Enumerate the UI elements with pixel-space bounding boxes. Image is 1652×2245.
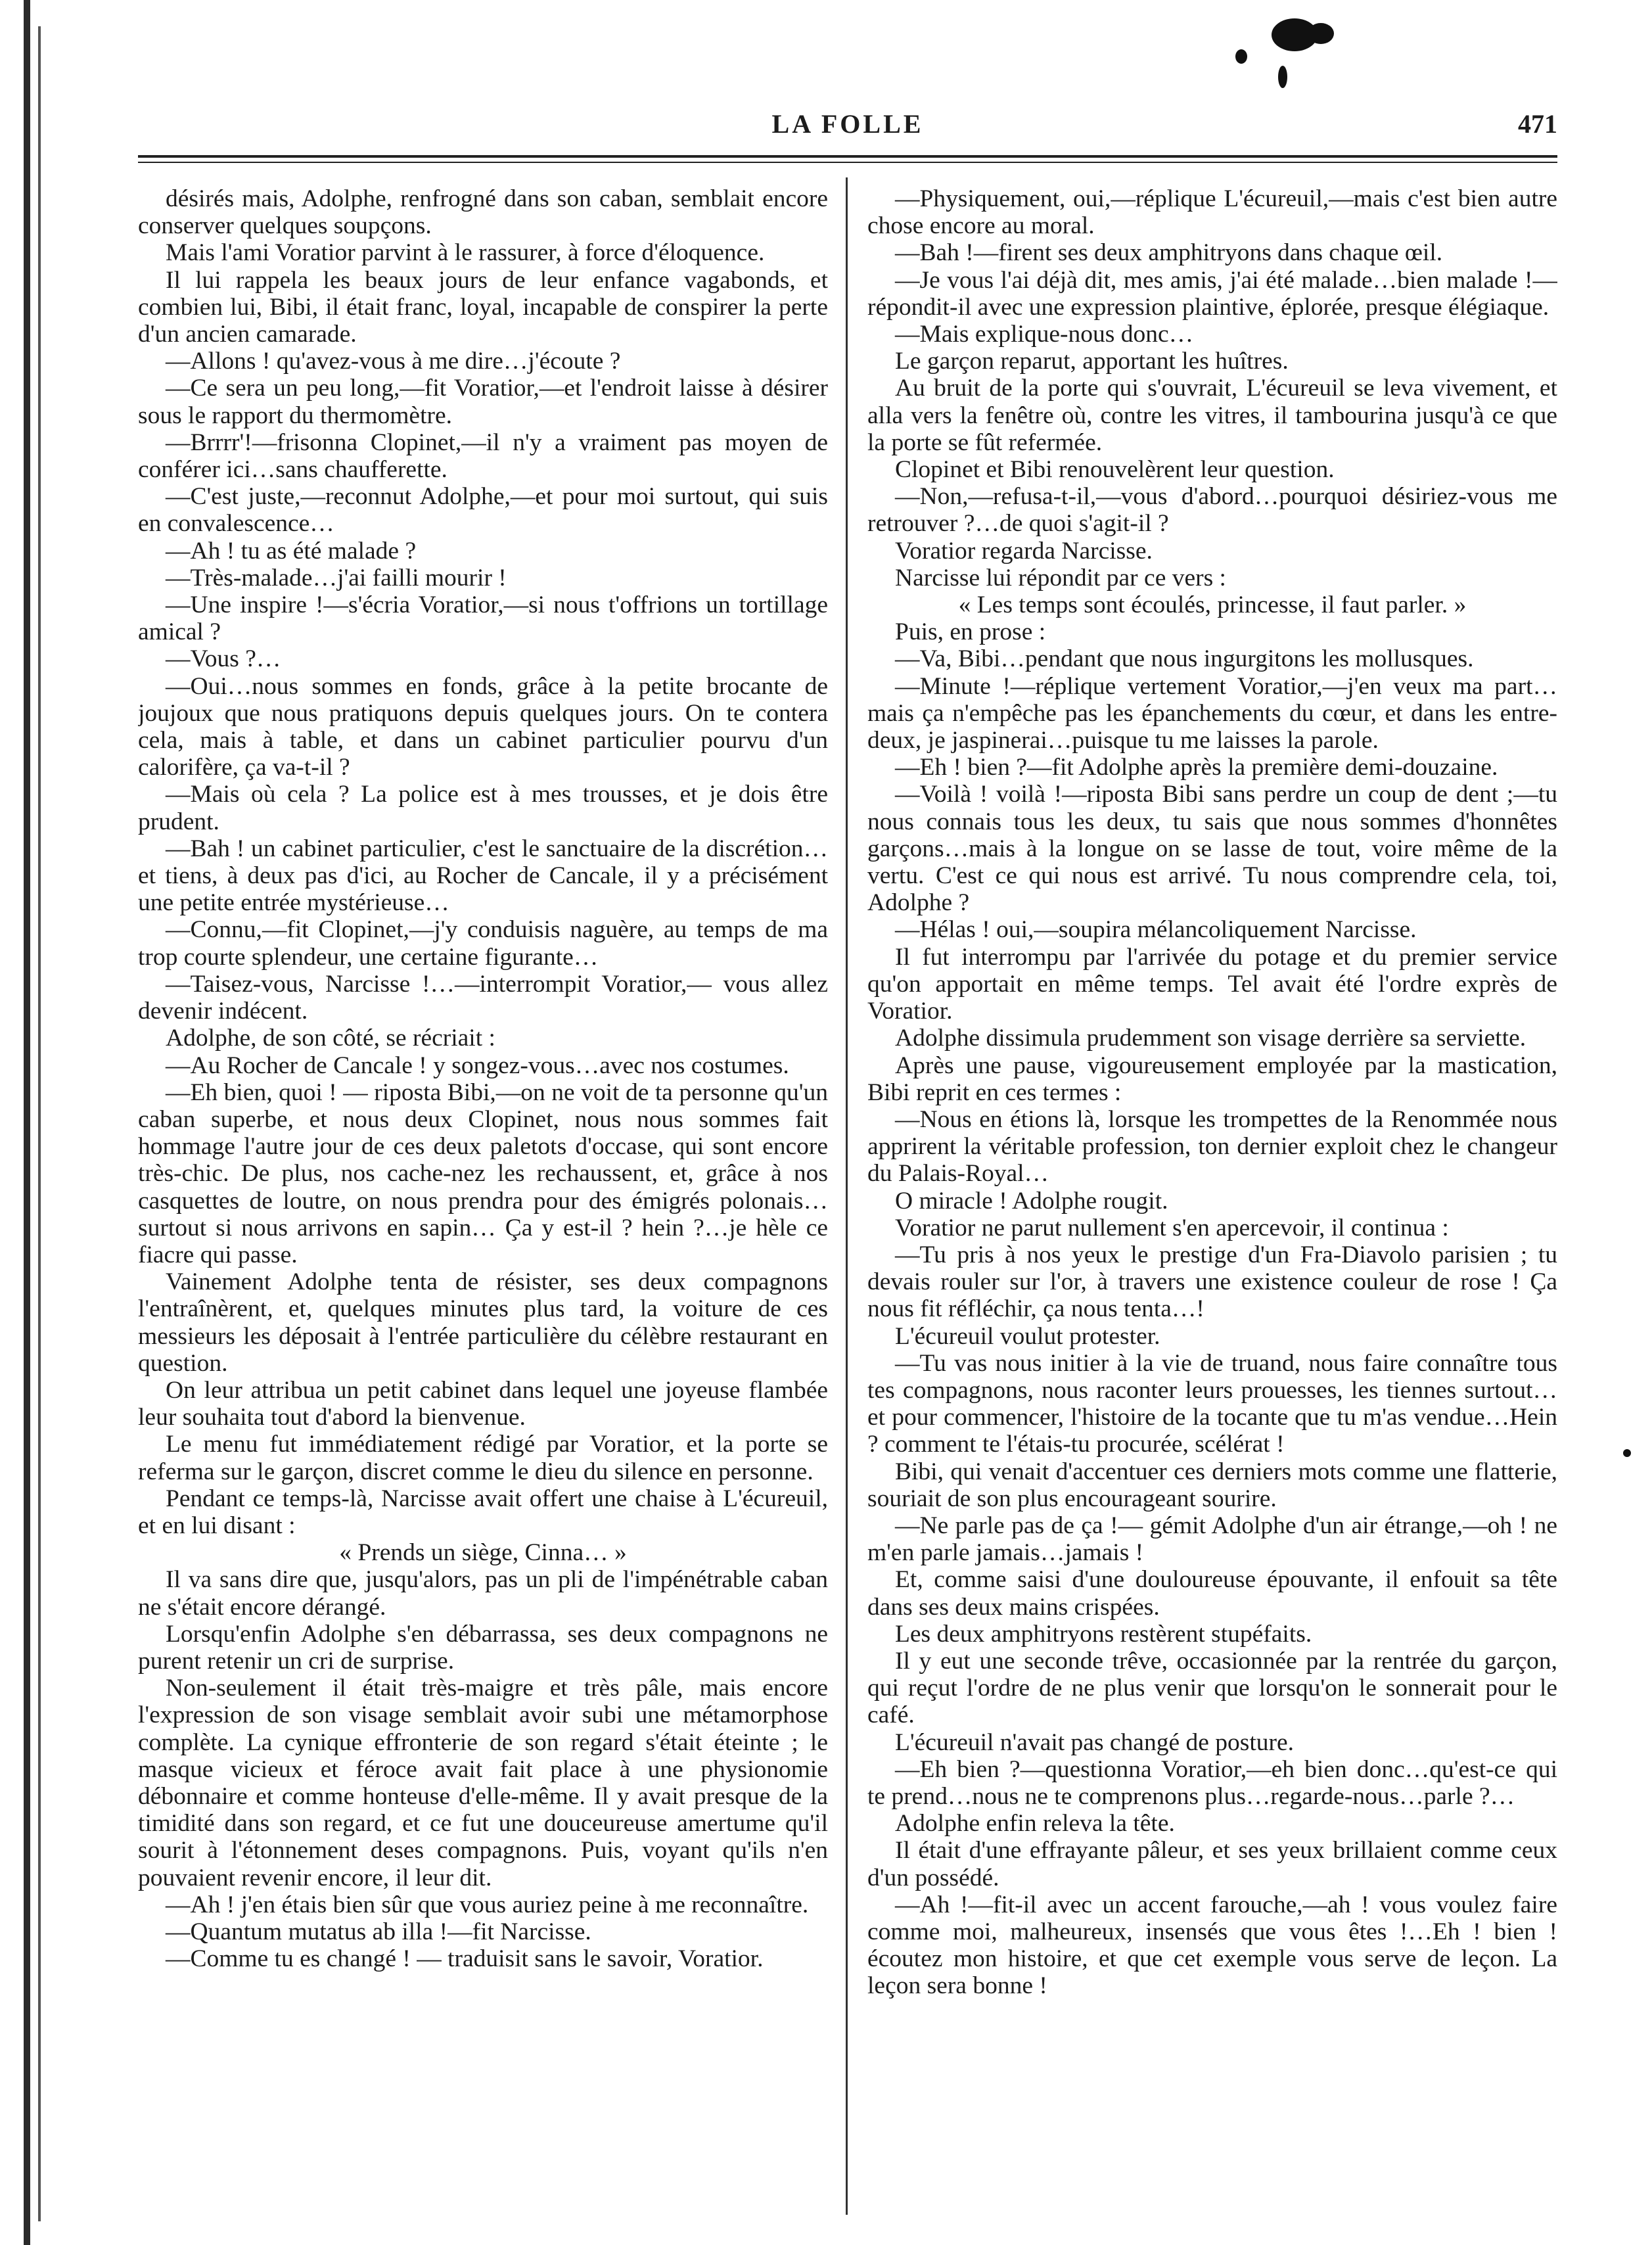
paragraph: —Eh bien ?—questionna Voratior,—eh bien donc…qu'est-ce qui te prend…nous ne te comprenons plus…regarde-nous…parle ?…	[867, 1755, 1557, 1810]
paragraph: Les deux amphitryons restèrent stupéfaits.	[895, 1620, 1312, 1648]
paragraph: désirés mais, Adolphe, renfrogné dans son caban, semblait encore conserver quelques soupçons.	[138, 185, 828, 240]
paragraph: Et, comme saisi d'une douloureuse épouvante, il enfouit sa tête dans ses deux mains crispées.	[867, 1566, 1557, 1621]
paragraph: —Bah ! un cabinet particulier, c'est le sanctuaire de la discrétion…et tiens, à deux pas d'ici, au Rocher de Cancale, il y a précisément une petite entrée mystérieuse…	[138, 835, 828, 917]
paragraph: —C'est juste,—reconnut Adolphe,—et pour moi surtout, qui suis en convalescence…	[138, 483, 828, 538]
paragraph: —Ce sera un peu long,—fit Voratior,—et l'endroit laisse à désirer sous le rapport du thermomètre.	[138, 375, 828, 429]
paragraph: L'écureuil n'avait pas changé de posture.	[895, 1728, 1295, 1756]
paragraph: Mais l'ami Voratior parvint à le rassurer, à force d'éloquence.	[166, 239, 765, 267]
paragraph: Le garçon reparut, apportant les huîtres.	[895, 348, 1289, 375]
paragraph: —Taisez-vous, Narcisse !…—interrompit Voratior,— vous allez devenir indécent.	[138, 970, 828, 1025]
paragraph: Bibi, qui venait d'accentuer ces derniers mots comme une flatterie, souriait de son plus encourageant sourire.	[867, 1458, 1557, 1512]
paragraph: Il était d'une effrayante pâleur, et ses yeux brillaient comme ceux d'un possédé.	[867, 1837, 1557, 1891]
text-column-right	[867, 185, 1557, 2213]
paragraph: —Non,—refusa-t-il,—vous d'abord…pourquoi désiriez-vous me retrouver ?…de quoi s'agit-il ?	[867, 483, 1557, 538]
paragraph: —Voilà ! voilà !—riposta Bibi sans perdre un coup de dent ;—tu nous connais tous les deux, tu sais que nous sommes d'honnêtes garçons…mais à la longue on se lasse de tout, voire même de la vertu. C'est ce qui nous est arrivé. Tu nous comprendre cela, toi, Adolphe ?	[867, 781, 1557, 917]
paragraph: Voratior ne parut nullement s'en apercevoir, il continua :	[895, 1214, 1449, 1241]
running-title: LA FOLLE	[771, 109, 924, 139]
ink-blot-decoration	[1623, 1449, 1631, 1457]
paragraph: On leur attribua un petit cabinet dans lequel une joyeuse flambée leur souhaita tout d'abord la bienvenue.	[138, 1376, 828, 1431]
binding-shadow	[38, 26, 41, 2221]
paragraph: Pendant ce temps-là, Narcisse avait offert une chaise à L'écureuil, et en lui disant :	[138, 1485, 828, 1539]
paragraph: Il fut interrompu par l'arrivée du potage et du premier service qu'on apportait en même temps. Tel avait été l'ordre exprès de Voratior.	[867, 943, 1557, 1025]
paragraph: —Vous ?…	[166, 645, 281, 673]
paragraph: —Eh bien, quoi ! — riposta Bibi,—on ne voit de ta personne qu'un caban superbe, et nous deux Clopinet, nous nous sommes fait hommage l'autre jour de ces deux paletots d'occase, qui sont encore très-chic. De plus, nos cache-nez les rechaussent, et, grâce à nos casquettes de loutre, on nous prendra pour des émigrés polonais…surtout si nous arrivons en sapin… Ça y est-il ? hein ?…je hèle ce fiacre qui passe.	[138, 1078, 828, 1268]
paragraph: —Très-malade…j'ai failli mourir !	[166, 564, 507, 591]
paragraph: Lorsqu'enfin Adolphe s'en débarrassa, ses deux compagnons ne purent retenir un cri de surprise.	[138, 1620, 828, 1675]
paragraph: —Mais où cela ? La police est à mes trousses, et je dois être prudent.	[138, 781, 828, 835]
paragraph: « Les temps sont écoulés, princesse, il faut parler. »	[958, 591, 1467, 619]
paragraph: Adolphe, de son côté, se récriait :	[166, 1025, 495, 1052]
paragraph: Le menu fut immédiatement rédigé par Voratior, et la porte se referma sur le garçon, discret comme le dieu du silence en personne.	[138, 1431, 828, 1485]
paragraph: —Connu,—fit Clopinet,—j'y conduisis naguère, au temps de ma trop courte splendeur, une certaine figurante…	[138, 916, 828, 971]
paragraph: O miracle ! Adolphe rougit.	[895, 1187, 1168, 1215]
page-header	[138, 108, 1557, 148]
paragraph: —Ah ! tu as été malade ?	[166, 537, 417, 565]
paragraph: —Je vous l'ai déjà dit, mes amis, j'ai été malade…bien malade !—répondit-il avec une expression plaintive, éplorée, presque élégiaque.	[867, 266, 1557, 321]
paragraph: —Va, Bibi…pendant que nous ingurgitons les mollusques.	[895, 645, 1474, 673]
binding-edge	[24, 0, 30, 2245]
paragraph: Narcisse lui répondit par ce vers :	[895, 564, 1226, 591]
paragraph: —Minute !—réplique vertement Voratior,—j'en veux ma part…mais ça n'empêche pas les épanchements du cœur, et dans les entre-deux, je jaspinerai…puisque tu me laisses la parole.	[867, 672, 1557, 754]
ink-blot-decoration	[1278, 66, 1287, 88]
paragraph: Il va sans dire que, jusqu'alors, pas un pli de l'impénétrable caban ne s'était encore dérangé.	[138, 1566, 828, 1621]
column-divider	[846, 177, 848, 2215]
paragraph: —Comme tu es changé ! — traduisit sans le savoir, Voratior.	[166, 1945, 764, 1973]
paragraph: Au bruit de la porte qui s'ouvrait, L'écureuil se leva vivement, et alla vers la fenêtre où, contre les vitres, il tambourina jusqu'à ce que la porte se fût refermée.	[867, 375, 1557, 456]
paragraph: Adolphe dissimula prudemment son visage derrière sa serviette.	[895, 1025, 1526, 1052]
ink-blot-decoration	[1308, 23, 1334, 44]
paragraph: « Prends un siège, Cinna… »	[339, 1539, 627, 1567]
page-number: 471	[1518, 109, 1557, 139]
paragraph: Puis, en prose :	[895, 618, 1046, 646]
paragraph: —Physiquement, oui,—réplique L'écureuil,—mais c'est bien autre chose encore au moral.	[867, 185, 1557, 240]
paragraph: —Brrrr'!—frisonna Clopinet,—il n'y a vraiment pas moyen de conférer ici…sans chaufferette.	[138, 428, 828, 484]
paragraph: —Nous en étions là, lorsque les trompettes de la Renommée nous apprirent la véritable profession, ton dernier exploit chez le changeur du Palais-Royal…	[867, 1105, 1557, 1188]
paragraph: —Au Rocher de Cancale ! y songez-vous…avec nos costumes.	[166, 1052, 789, 1079]
paragraph: Adolphe enfin releva la tête.	[895, 1810, 1175, 1838]
paragraph: —Tu vas nous initier à la vie de truand, nous faire connaître tous tes compagnons, nous raconter leurs prouesses, les tiennes surtout…et pour commencer, l'histoire de la tocante que tu m'as vendue…Hein ? comment te l'étais-tu procurée, scélérat !	[867, 1349, 1557, 1458]
paragraph: —Hélas ! oui,—soupira mélancoliquement Narcisse.	[895, 916, 1417, 944]
paragraph: L'écureuil voulut protester.	[895, 1322, 1160, 1350]
paragraph: —Eh ! bien ?—fit Adolphe après la première demi-douzaine.	[895, 754, 1498, 781]
paragraph: —Ne parle pas de ça !— gémit Adolphe d'un air étrange,—oh ! ne m'en parle jamais…jamais !	[867, 1512, 1557, 1567]
paragraph: —Bah !—firent ses deux amphitryons dans chaque œil.	[895, 239, 1443, 267]
paragraph: Voratior regarda Narcisse.	[895, 537, 1153, 565]
paragraph: Vainement Adolphe tenta de résister, ses deux compagnons l'entraînèrent, et, quelques minutes plus tard, la voiture de ces messieurs les déposait à l'entrée particulière du célèbre restaurant en question.	[138, 1268, 828, 1377]
paragraph: —Quantum mutatus ab illa !—fit Narcisse.	[166, 1918, 591, 1945]
ink-blot-decoration	[1235, 49, 1247, 64]
paragraph: —Ah !—fit-il avec un accent farouche,—ah ! vous voulez faire comme moi, malheureux, insensés que vous êtes !…Eh ! bien ! écoutez mon histoire, et que cet exemple vous serve de leçon. La leçon sera bonne !	[867, 1891, 1557, 2000]
paragraph: Il lui rappela les beaux jours de leur enfance vagabonds, et combien lui, Bibi, il était franc, loyal, incapable de conspirer la perte d'un ancien camarade.	[138, 266, 828, 348]
paragraph: —Tu pris à nos yeux le prestige d'un Fra-Diavolo parisien ; tu devais rouler sur l'or, à travers une existence couleur de rose ! Ça nous fit réfléchir, ça nous tenta…!	[867, 1241, 1557, 1323]
header-rule-thick	[138, 155, 1557, 158]
header-rule-thin	[138, 162, 1557, 163]
paragraph: —Oui…nous sommes en fonds, grâce à la petite brocante de joujoux que nous pratiquons depuis quelques jours. On te contera cela, mais à table, et dans un cabinet particulier pourvu d'un calorifère, ça va-t-il ?	[138, 672, 828, 781]
paragraph: Après une pause, vigoureusement employée par la mastication, Bibi reprit en ces termes :	[867, 1052, 1557, 1106]
text-column-left	[138, 185, 828, 2213]
paragraph: Non-seulement il était très-maigre et très pâle, mais encore l'expression de son visage semblait avoir subi une métamorphose complète. La cynique effronterie de son regard s'était éteinte ; le masque vicieux et féroce avait fait place à une physionomie débonnaire et comme honteuse d'elle-même. Il y avait presque de la timidité dans son regard, et ce fut une douceureuse amertume qu'il sourit à l'étonnement deses compagnons. Puis, voyant qu'ils n'en pouvaient revenir encore, il leur dit.	[138, 1675, 828, 1891]
paragraph: —Ah ! j'en étais bien sûr que vous auriez peine à me reconnaître.	[166, 1891, 809, 1918]
paragraph: —Allons ! qu'avez-vous à me dire…j'écoute ?	[166, 348, 621, 375]
paragraph: —Mais explique-nous donc…	[895, 321, 1194, 348]
paragraph: Clopinet et Bibi renouvelèrent leur question.	[895, 456, 1335, 484]
paragraph: —Une inspire !—s'écria Voratior,—si nous t'offrions un tortillage amical ?	[138, 591, 828, 646]
paragraph: Il y eut une seconde trêve, occasionnée par la rentrée du garçon, qui reçut l'ordre de ne plus venir que lorsqu'on le sonnerait pour le café.	[867, 1647, 1557, 1729]
